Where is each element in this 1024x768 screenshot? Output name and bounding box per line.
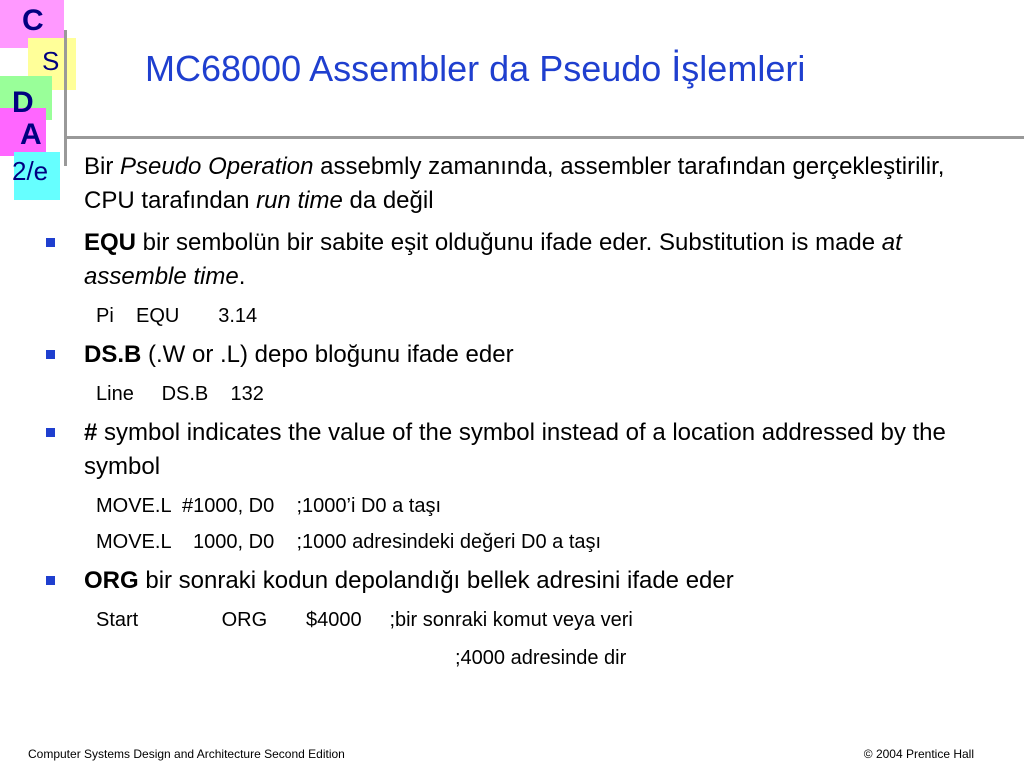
bullet-org-text: ORG bir sonraki kodun depolandığı bellek adresini ifade eder — [84, 567, 734, 594]
hash-example-1: MOVE.L #1000, D0 ;1000’i D0 a taşı — [96, 495, 441, 517]
vertical-divider — [64, 30, 67, 166]
logo-letter-a: A — [20, 118, 42, 151]
org-example-2: ;4000 adresinde dir — [455, 647, 627, 669]
bullet-icon — [46, 238, 55, 247]
bullet-icon — [46, 428, 55, 437]
equ-example: Pi EQU 3.14 — [96, 305, 258, 327]
slide-title: MC68000 Assembler da Pseudo İşlemleri — [145, 48, 806, 89]
bullet-hash-text: # symbol indicates the value of the symbol instead of a location addressed by the symbol — [84, 419, 946, 480]
org-example-1: Start ORG $4000 ;bir sonraki komut veya veri — [96, 609, 633, 631]
logo-letter-s: S — [42, 46, 60, 76]
logo-edition: 2/e — [12, 156, 49, 186]
hash-example-2: MOVE.L 1000, D0 ;1000 adresindeki değeri D0 a taşı — [96, 531, 602, 553]
footer-copyright: © 2004 Prentice Hall — [863, 747, 974, 761]
logo-letter-c: C — [22, 4, 44, 37]
horizontal-divider — [66, 136, 1024, 139]
logo-letter-d: D — [12, 86, 34, 119]
bullet-equ-text: EQU bir sembolün bir sabite eşit olduğunu ifade eder. Substitution is made at assemble time. — [84, 229, 902, 290]
bullet-icon — [46, 350, 55, 359]
dsb-example: Line DS.B 132 — [96, 383, 264, 405]
intro-paragraph: Bir Pseudo Operation assebmly zamanında, assembler tarafından gerçekleştirilir, CPU tarafından run time da değil — [84, 153, 945, 214]
footer-book-title: Computer Systems Design and Architecture Second Edition — [28, 747, 345, 761]
bullet-dsb-text: DS.B (.W or .L) depo bloğunu ifade eder — [84, 341, 514, 368]
bullet-icon — [46, 576, 55, 585]
